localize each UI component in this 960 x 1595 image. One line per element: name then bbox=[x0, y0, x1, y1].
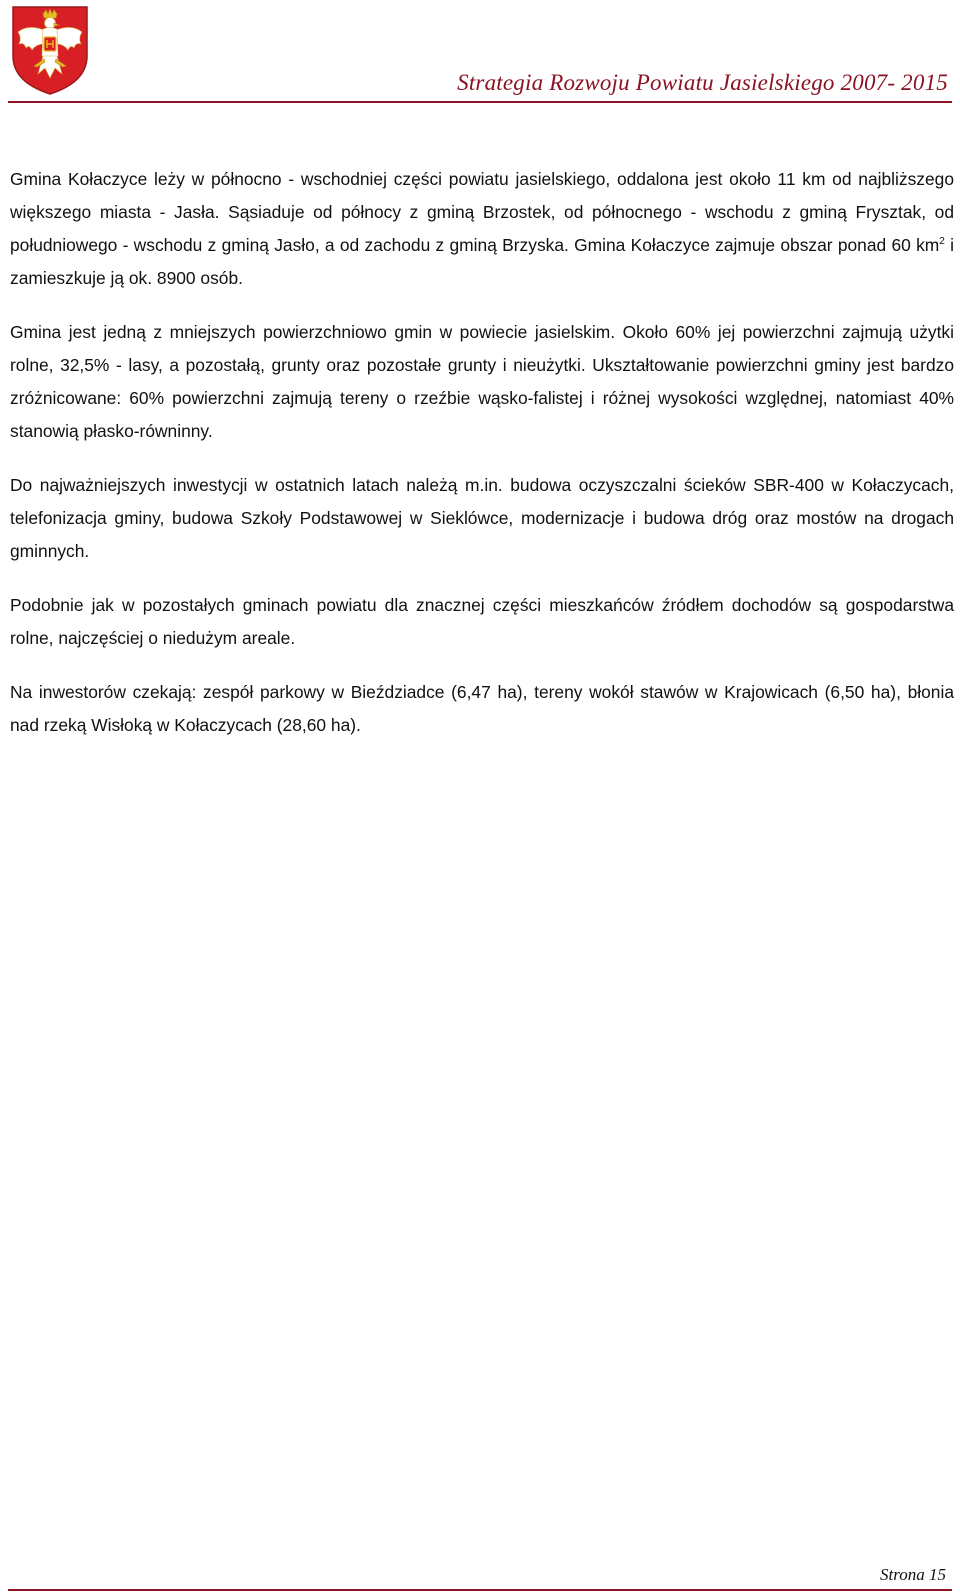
superscript-squared: 2 bbox=[939, 236, 945, 247]
page-header bbox=[0, 0, 960, 112]
paragraph-investments: Do najważniejszych inwestycji w ostatnich latach należą m.in. budowa oczyszczalni ścieków SBR-400 w Kołaczycach, telefonizacja gminy, budowa Szkoły Podstawowej w Sieklówce, modernizacje i budowa dróg oraz mostów na drogach gminnych. bbox=[10, 475, 954, 561]
document-title: Strategia Rozwoju Powiatu Jasielskiego 2007- 2015 bbox=[457, 70, 948, 95]
coat-of-arms-eagle-icon bbox=[10, 4, 90, 96]
paragraph-location-text-end: i zamieszkuje ją ok. 8900 osób. bbox=[10, 235, 954, 288]
paragraph-land-use: Gmina jest jedną z mniejszych powierzchniowo gmin w powiecie jasielskim. Około 60% jej powierzchni zajmują użytki rolne, 32,5% - lasy, a pozostałą, grunty oraz pozostałe grunty i nieużytki. Ukształtowanie powierzchni gminy jest bardzo zróżnicowane: 60% powierzchni zajmują tereny o rzeźbie wąsko-falistej i różnej wysokości względnej, natomiast 40% stanowią płasko-równinny. bbox=[10, 322, 954, 441]
header-divider bbox=[8, 101, 952, 103]
paragraph-location bbox=[10, 163, 954, 295]
paragraph-location-text: Gmina Kołaczyce leży w północno - wschodniej części powiatu jasielskiego, oddalona jest około 11 km od najbliższego większego miasta - Jasła. Sąsiaduje od północy z gminą Brzostek, od północnego - wschodu z gminą Frysztak, od południowego - wschodu z gminą Jasło, a od zachodu z gminą Brzyska. Gmina Kołaczyce zajmuje obszar ponad 60 km bbox=[10, 169, 954, 255]
paragraph-income: Podobnie jak w pozostałych gminach powiatu dla znacznej części mieszkańców źródłem dochodów są gospodarstwa rolne, najczęściej o niedużym areale. bbox=[10, 595, 954, 648]
footer-divider bbox=[8, 1589, 952, 1591]
document-body bbox=[10, 163, 954, 763]
page-number: Strona 15 bbox=[880, 1565, 946, 1584]
paragraph-investor-sites: Na inwestorów czekają: zespół parkowy w Bieździadce (6,47 ha), tereny wokół stawów w Krajowicach (6,50 ha), błonia nad rzeką Wisłoką w Kołaczycach (28,60 ha). bbox=[10, 682, 954, 735]
